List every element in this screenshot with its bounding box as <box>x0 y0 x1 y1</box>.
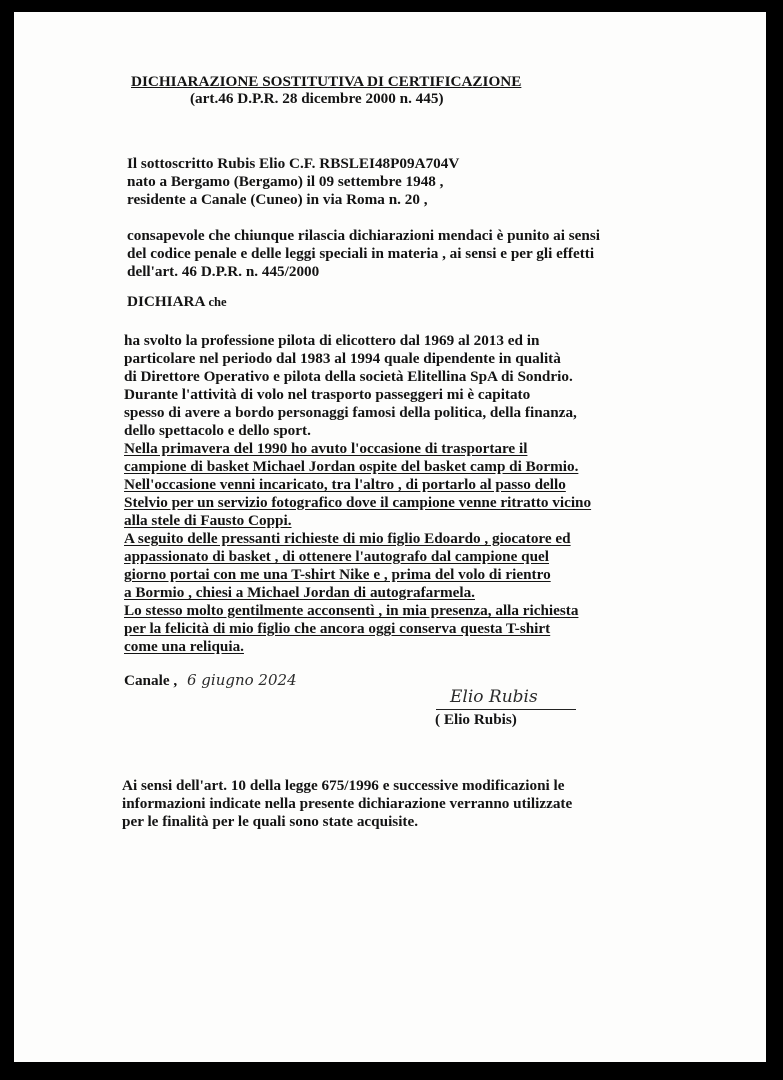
body-line: dello spettacolo e dello sport. <box>124 422 311 439</box>
place-label: Canale , <box>124 672 178 689</box>
identity-line: residente a Canale (Cuneo) in via Roma n. 20 , <box>127 191 428 208</box>
underlined-line: alla stele di Fausto Coppi. <box>124 512 292 529</box>
signature-line <box>436 709 576 710</box>
awareness-line: consapevole che chiunque rilascia dichiarazioni mendaci è punito ai sensi <box>127 227 600 244</box>
signer-name: ( Elio Rubis) <box>435 711 517 728</box>
underlined-line: A seguito delle pressanti richieste di mio figlio Edoardo , giocatore ed <box>124 530 571 547</box>
declares-suffix: che <box>208 295 227 309</box>
document-subtitle: (art.46 D.P.R. 28 dicembre 2000 n. 445) <box>190 90 444 107</box>
privacy-line: informazioni indicate nella presente dichiarazione verranno utilizzate <box>122 795 573 812</box>
underlined-line: Nella primavera del 1990 ho avuto l'occasione di trasportare il <box>124 440 528 457</box>
underlined-line: Stelvio per un servizio fotografico dove il campione venne ritratto vicino <box>124 494 592 511</box>
underlined-line: Nell'occasione venni incaricato, tra l'altro , di portarlo al passo dello <box>124 476 566 493</box>
awareness-line: del codice penale e delle leggi speciali in materia , ai sensi e per gli effetti <box>127 245 595 262</box>
body-line: particolare nel periodo dal 1983 al 1994 quale dipendente in qualità <box>124 350 561 367</box>
underlined-line: giorno portai con me una T-shirt Nike e , prima del volo di rientro <box>124 566 551 583</box>
underlined-line: campione di basket Michael Jordan ospite del basket camp di Bormio. <box>124 458 579 475</box>
document-page <box>14 12 766 1062</box>
handwritten-signature: Elio Rubis <box>450 687 538 707</box>
body-line: di Direttore Operativo e pilota della società Elitellina SpA di Sondrio. <box>124 368 573 385</box>
underlined-line: come una reliquia. <box>124 638 244 655</box>
awareness-line: dell'art. 46 D.P.R. n. 445/2000 <box>127 263 320 280</box>
declares-heading <box>127 293 227 311</box>
declares-label: DICHIARA <box>127 293 205 310</box>
identity-line: Il sottoscritto Rubis Elio C.F. RBSLEI48P09A704V <box>127 155 460 172</box>
identity-line: nato a Bergamo (Bergamo) il 09 settembre 1948 , <box>127 173 444 190</box>
handwritten-date: 6 giugno 2024 <box>187 671 297 689</box>
privacy-line: Ai sensi dell'art. 10 della legge 675/1996 e successive modificazioni le <box>122 777 565 794</box>
document-title: DICHIARAZIONE SOSTITUTIVA DI CERTIFICAZIONE <box>131 73 522 90</box>
body-line: ha svolto la professione pilota di elicottero dal 1969 al 2013 ed in <box>124 332 540 349</box>
underlined-line: a Bormio , chiesi a Michael Jordan di autografarmela. <box>124 584 475 601</box>
body-line: Durante l'attività di volo nel trasporto passeggeri mi è capitato <box>124 386 531 403</box>
underlined-line: Lo stesso molto gentilmente acconsentì , in mia presenza, alla richiesta <box>124 602 579 619</box>
privacy-line: per le finalità per le quali sono state acquisite. <box>122 813 419 830</box>
underlined-line: per la felicità di mio figlio che ancora oggi conserva questa T-shirt <box>124 620 551 637</box>
underlined-line: appassionato di basket , di ottenere l'autografo dal campione quel <box>124 548 550 565</box>
body-line: spesso di avere a bordo personaggi famosi della politica, della finanza, <box>124 404 577 421</box>
